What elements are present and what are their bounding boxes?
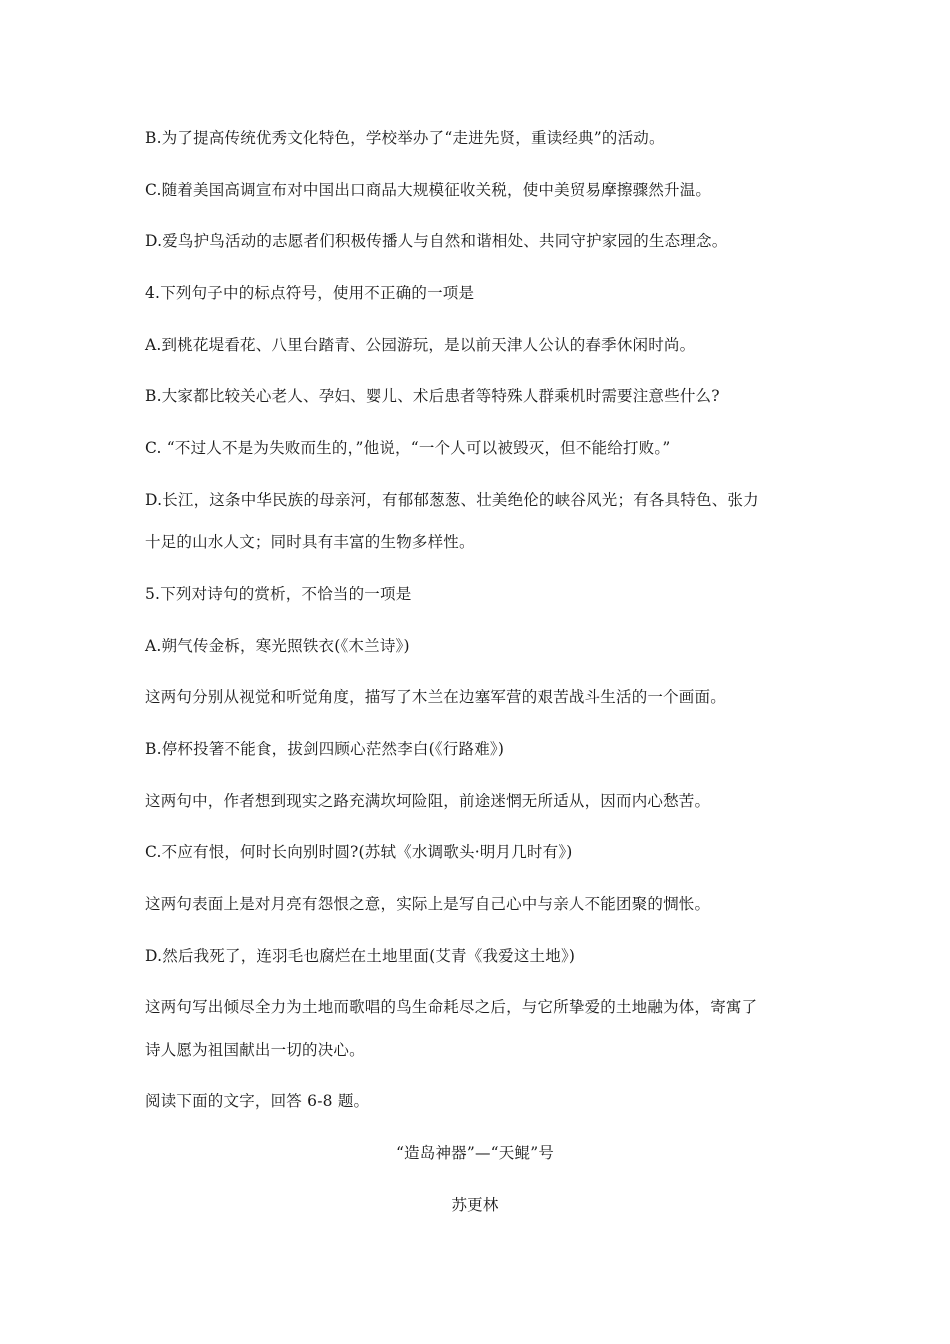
q5-option-a-analysis: 这两句分别从视觉和听觉角度，描写了木兰在边塞军营的艰苦战斗生活的一个画面。 <box>145 688 726 706</box>
q5-option-d-analysis-line1: 这两句写出倾尽全力为土地而歌唱的鸟生命耗尽之后，与它所挚爱的土地融为体，寄寓了 <box>145 998 758 1016</box>
article-author: 苏更林 <box>451 1196 499 1214</box>
q5-stem: 5.下列对诗句的赏析，不恰当的一项是 <box>145 585 412 603</box>
q5-option-b-analysis: 这两句中，作者想到现实之路充满坎坷险阻，前途迷惘无所适从，因而内心愁苦。 <box>145 792 711 810</box>
q5-option-d: D.然后我死了，连羽毛也腐烂在土地里面(艾青《我爱这土地》) <box>145 947 576 965</box>
q4-option-b: B.大家都比较关心老人、孕妇、婴儿、术后患者等特殊人群乘机时需要注意些什么? <box>145 387 720 405</box>
q5-option-c-analysis: 这两句表面上是对月亮有怨恨之意，实际上是写自己心中与亲人不能团聚的惆怅。 <box>145 895 711 913</box>
q4-option-d-line1: D.长江，这条中华民族的母亲河，有郁郁葱葱、壮美绝伦的峡谷风光；有各具特色、张力 <box>145 491 759 509</box>
q5-option-d-analysis-line2: 诗人愿为祖国献出一切的决心。 <box>145 1041 365 1059</box>
q5-option-c: C.不应有恨，何时长向别时圆?(苏轼《水调歌头·明月几时有》) <box>145 843 573 861</box>
q3-option-d: D.爱鸟护鸟活动的志愿者们积极传播人与自然和谐相处、共同守护家园的生态理念。 <box>145 232 728 250</box>
q4-stem: 4.下列句子中的标点符号，使用不正确的一项是 <box>145 284 475 302</box>
q4-option-c: C. “不过人不是为失败而生的，”他说，“一个人可以被毁灭，但不能给打败。” <box>145 439 671 457</box>
q4-option-d-line2: 十足的山水人文；同时具有丰富的生物多样性。 <box>145 533 475 551</box>
reading-instruction: 阅读下面的文字，回答 6-8 题。 <box>145 1092 370 1110</box>
q3-option-c: C.随着美国高调宣布对中国出口商品大规模征收关税，使中美贸易摩擦骤然升温。 <box>145 181 712 199</box>
q5-option-b: B.停杯投箸不能食，拔剑四顾心茫然李白(《行路难》) <box>145 740 505 758</box>
article-title: “造岛神器”—“天鲲”号 <box>395 1144 555 1162</box>
q5-option-a: A.朔气传金柝，寒光照铁衣(《木兰诗》) <box>145 637 410 655</box>
q3-option-b: B.为了提高传统优秀文化特色，学校举办了“走进先贤，重读经典”的活动。 <box>145 129 665 147</box>
q4-option-a: A.到桃花堤看花、八里台踏青、公园游玩，是以前天津人公认的春季休闲时尚。 <box>145 336 696 354</box>
